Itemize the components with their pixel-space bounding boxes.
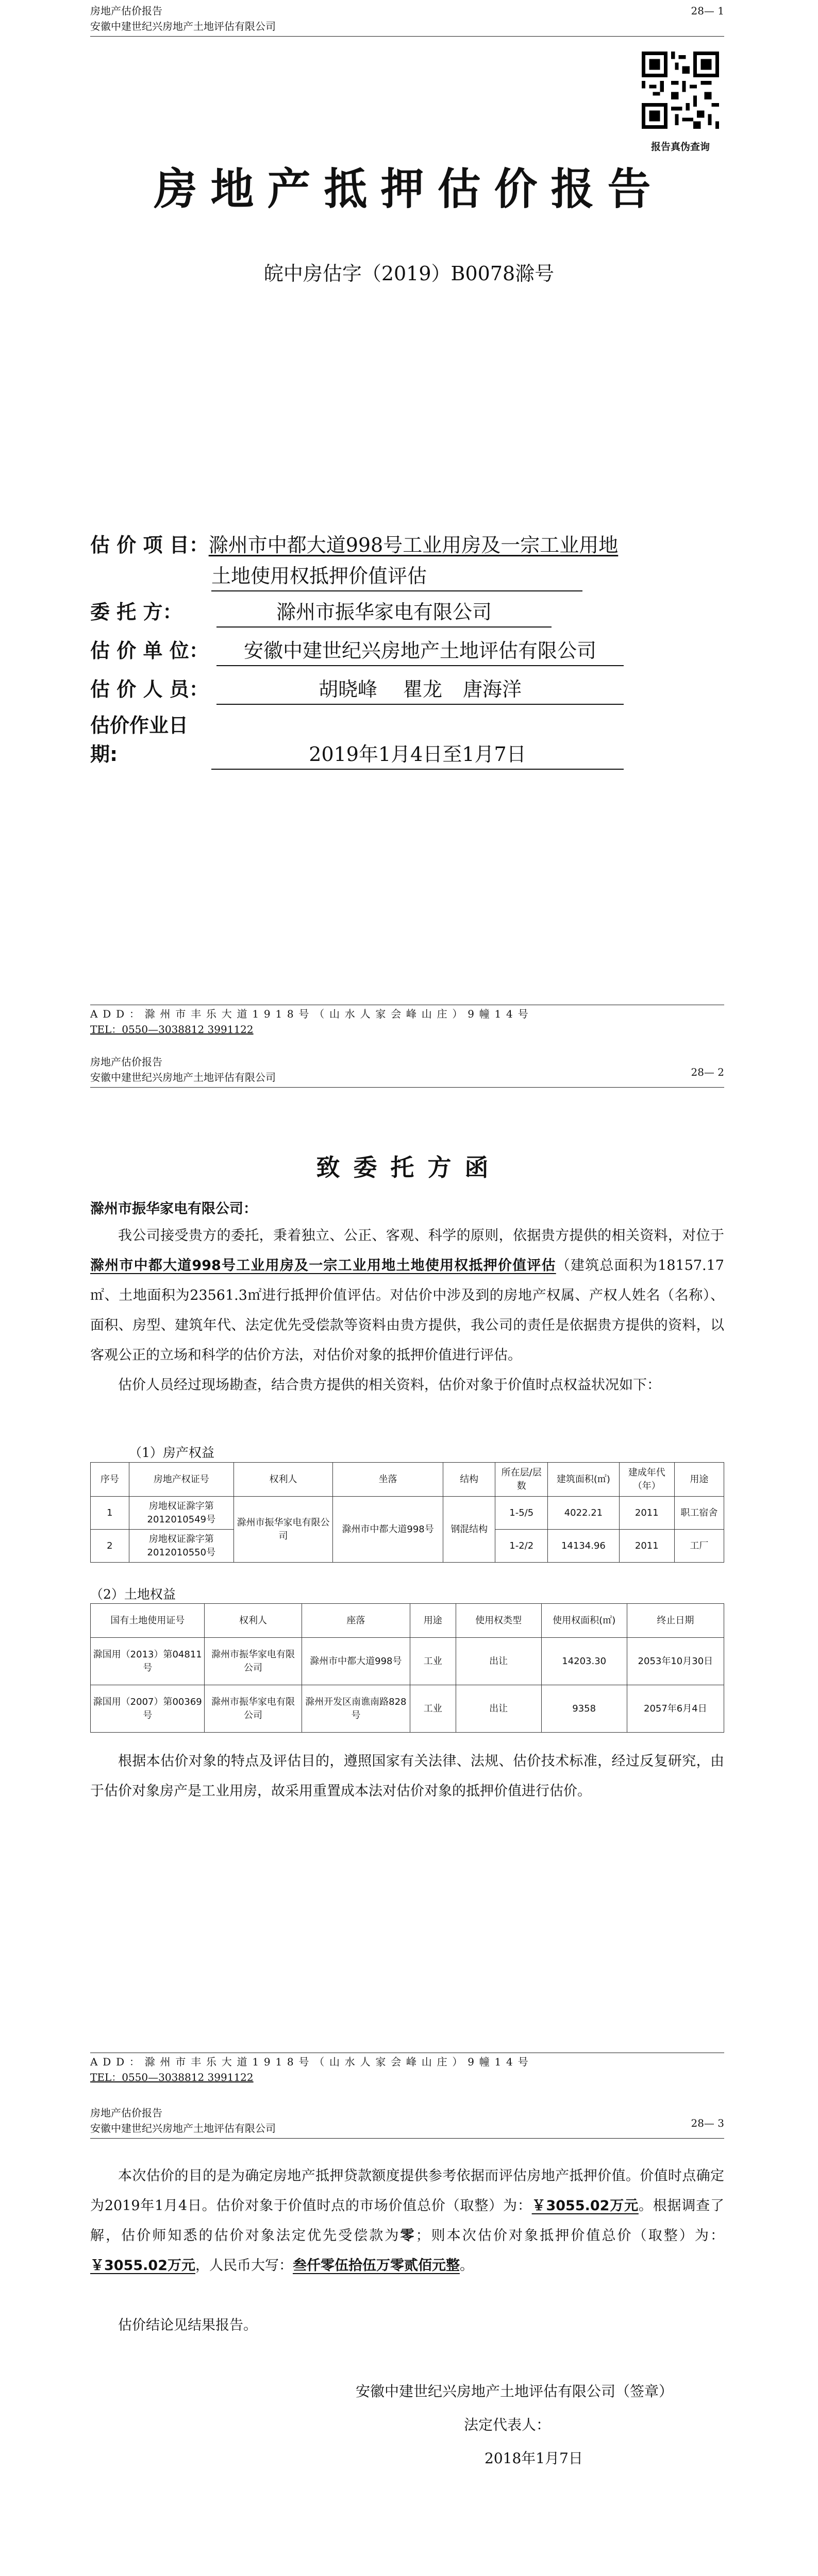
table-cell: 1-2/2 bbox=[495, 1530, 548, 1563]
report-title: 房地产抵押估价报告 bbox=[154, 164, 664, 214]
project-label: 估 价 项 目： bbox=[90, 534, 209, 556]
column-header: 使用权类型 bbox=[456, 1604, 541, 1638]
table-cell: 14203.30 bbox=[541, 1638, 627, 1685]
date-row bbox=[90, 711, 624, 770]
table-cell: 1 bbox=[91, 1497, 129, 1530]
table-cell: 2053年10月30日 bbox=[627, 1638, 724, 1685]
project-value-line1: 滁州市中都大道998号工业用房及一宗工业用地 bbox=[208, 534, 619, 556]
mortgage-value-uppercase: 叁仟零伍拾伍万零贰佰元整 bbox=[292, 2258, 460, 2274]
table-cell: 4022.21 bbox=[547, 1497, 619, 1530]
para1-text: 我公司接受贵方的委托，秉着独立、公正、客观、科学的原则，依据贵方提供的相关资料，对位于 bbox=[118, 1228, 724, 1244]
valuation-text: ；则本次估价对象抵押价值总价（取整）为： bbox=[415, 2228, 725, 2244]
date-label: 估价作业日期: bbox=[90, 714, 189, 766]
table-row bbox=[91, 1638, 724, 1685]
house-rights-table bbox=[90, 1462, 724, 1563]
letter-page bbox=[0, 1051, 818, 2081]
table-cell: 工业 bbox=[410, 1685, 456, 1733]
valuation-paragraph bbox=[90, 2161, 724, 2281]
footer-address: ADD：滁州市丰乐大道1918号（山水人家会峰山庄）9幢14号 bbox=[90, 2056, 533, 2068]
table-cell: 9358 bbox=[541, 1685, 627, 1733]
letter-conclusion-page bbox=[0, 2102, 818, 2576]
column-header: 建成年代（年） bbox=[619, 1463, 674, 1497]
page-number: 28— 1 bbox=[691, 5, 724, 17]
subject-property-text: 滁州市中都大道998号工业用房及一宗工业用地土地使用权抵押价值评估 bbox=[90, 1258, 556, 1274]
column-header: 用途 bbox=[410, 1604, 456, 1638]
document-number: 皖中房估字（2019）B0078滁号 bbox=[263, 262, 555, 285]
column-header: 国有土地使用证号 bbox=[91, 1604, 205, 1638]
table-cell: 职工宿舍 bbox=[674, 1497, 724, 1530]
staff-row bbox=[90, 675, 624, 705]
land-rights-table bbox=[90, 1603, 724, 1733]
legal-representative: 法定代表人： bbox=[464, 2416, 551, 2433]
valuation-text: 。根据调查了解，估价师知悉的估价对象法定优先受偿款为 bbox=[90, 2198, 725, 2244]
letter-paragraph-2: 估价人员经过现场勘查，结合贵方提供的相关资料，估价对象于价值时点权益状况如下： bbox=[118, 1377, 661, 1393]
table-cell: 1-5/5 bbox=[495, 1497, 548, 1530]
column-header: 序号 bbox=[91, 1463, 129, 1497]
page-number: 28— 3 bbox=[691, 2117, 724, 2129]
table-cell: 滁州市中都大道998号 bbox=[302, 1638, 410, 1685]
column-header: 使用权面积(㎡) bbox=[541, 1604, 627, 1638]
date-value: 2019年1月4日至1月7日 bbox=[211, 740, 624, 770]
column-header: 权利人 bbox=[233, 1463, 332, 1497]
table-cell: 钢混结构 bbox=[443, 1497, 495, 1563]
table-cell: 2 bbox=[91, 1530, 129, 1563]
project-row-2 bbox=[211, 562, 582, 591]
company-signature: 安徽中建世纪兴房地产土地评估有限公司（签章） bbox=[356, 2383, 674, 2400]
table-cell: 滁州开发区南谯南路828号 bbox=[302, 1685, 410, 1733]
letter-title: 致委托方函 bbox=[316, 1154, 502, 1181]
priority-claim-value: 零 bbox=[400, 2228, 416, 2244]
header-divider bbox=[90, 1087, 724, 1088]
report-cover-page bbox=[0, 0, 818, 1036]
header-line-2: 安徽中建世纪兴房地产土地评估有限公司 bbox=[90, 20, 276, 32]
column-header: 权利人 bbox=[205, 1604, 302, 1638]
header-line-2: 安徽中建世纪兴房地产土地评估有限公司 bbox=[90, 1071, 276, 1083]
table-row bbox=[91, 1497, 724, 1530]
footer-address: ADD：滁州市丰乐大道1918号（山水人家会峰山庄）9幢14号 bbox=[90, 1008, 533, 1020]
house-rights-heading: （1）房产权益 bbox=[129, 1445, 214, 1460]
table-cell: 房地权证滁字第2012010549号 bbox=[129, 1497, 233, 1530]
signature-date: 2018年1月7日 bbox=[485, 2450, 583, 2467]
table-cell: 出让 bbox=[456, 1638, 541, 1685]
valuation-text: 。 bbox=[459, 2258, 474, 2274]
staff-name: 瞿龙 bbox=[403, 678, 442, 701]
page-footer bbox=[90, 1006, 724, 1037]
table-cell: 房地权证滁字第2012010550号 bbox=[129, 1530, 233, 1563]
page-header bbox=[90, 3, 724, 34]
table-row bbox=[91, 1685, 724, 1733]
page-number: 28— 2 bbox=[691, 1066, 724, 1078]
client-row bbox=[90, 598, 552, 628]
column-header: 结构 bbox=[443, 1463, 495, 1497]
para1-text-cont: （建筑总面积为18157.17㎡、土地面积为23561.3㎡进行抵押价值评估。对估价中涉及到的房地产权属、产权人姓名（名称）、面积、房型、建筑年代、法定优先受偿款等资料由贵方提供，我公司的责任是依据贵方提供的资料，以客观公正的立场和科学的估价方法，对估价对象的抵押价值进行评估。 bbox=[90, 1258, 724, 1363]
land-rights-heading: （2）土地权益 bbox=[90, 1587, 176, 1602]
table-cell: 滁国用（2013）第04811号 bbox=[91, 1638, 205, 1685]
letter-paragraph-3: 根据本估价对象的特点及评估目的，遵照国家有关法律、法规、估价技术标准，经过反复研究，由于估价对象房产是工业用房，故采用重置成本法对估价对象的抵押价值进行估价。 bbox=[90, 1753, 724, 1799]
staff-name: 唐海洋 bbox=[463, 678, 522, 701]
staff-label: 估 价 人 员： bbox=[90, 678, 209, 701]
page-header bbox=[90, 1054, 724, 1085]
table-header-row bbox=[91, 1604, 724, 1638]
column-header: 建筑面积(㎡) bbox=[547, 1463, 619, 1497]
appraiser-row bbox=[90, 636, 624, 666]
staff-name: 胡晓峰 bbox=[318, 678, 377, 701]
table-cell: 2057年6月4日 bbox=[627, 1685, 724, 1733]
header-divider bbox=[90, 2138, 724, 2139]
table-cell: 2011 bbox=[619, 1530, 674, 1563]
header-line-1: 房地产估价报告 bbox=[90, 1056, 162, 1068]
appraiser-value: 安徽中建世纪兴房地产土地评估有限公司 bbox=[216, 636, 624, 666]
column-header: 坐落 bbox=[333, 1463, 443, 1497]
table-cell: 滁州市振华家电有限公司 bbox=[205, 1638, 302, 1685]
table-cell: 出让 bbox=[456, 1685, 541, 1733]
table-header-row bbox=[91, 1463, 724, 1497]
market-value: ￥3055.02万元 bbox=[531, 2198, 639, 2214]
header-divider bbox=[90, 36, 724, 37]
footer-tel: TEL：0550—3038812 3991122 bbox=[90, 1023, 254, 1036]
appraiser-label: 估 价 单 位： bbox=[90, 639, 209, 662]
table-cell: 14134.96 bbox=[547, 1530, 619, 1563]
client-value: 滁州市振华家电有限公司 bbox=[216, 598, 552, 628]
table-cell: 滁州市振华家电有限公司 bbox=[233, 1497, 332, 1563]
header-line-1: 房地产估价报告 bbox=[90, 5, 162, 17]
header-line-1: 房地产估价报告 bbox=[90, 2107, 162, 2119]
valuation-text: ，人民币大写： bbox=[195, 2258, 293, 2274]
column-header: 房地产权证号 bbox=[129, 1463, 233, 1497]
staff-value bbox=[216, 675, 624, 705]
project-row bbox=[90, 531, 618, 560]
column-header: 用途 bbox=[674, 1463, 724, 1497]
table-cell: 滁国用（2007）第00369号 bbox=[91, 1685, 205, 1733]
letter-paragraph-1 bbox=[90, 1221, 724, 1370]
table-cell: 滁州市中都大道998号 bbox=[333, 1497, 443, 1563]
table-cell: 2011 bbox=[619, 1497, 674, 1530]
conclusion-paragraph: 估价结论见结果报告。 bbox=[118, 2317, 257, 2333]
qr-code-icon bbox=[642, 52, 719, 129]
column-header: 终止日期 bbox=[627, 1604, 724, 1638]
page-header bbox=[90, 2105, 724, 2136]
project-value-line2: 土地使用权抵押价值评估 bbox=[211, 562, 582, 591]
footer-tel: TEL：0550—3038812 3991122 bbox=[90, 2071, 254, 2083]
letter-addressee: 滁州市振华家电有限公司： bbox=[90, 1201, 257, 1217]
valuation-text: 本次估价的目的是为确定房地产抵押贷款额度提供参考依据而评估房地产抵押价值。价值时点确定为2019年1月4日。估价对象于价值时点的市场价值总价（取整）为： bbox=[90, 2168, 724, 2214]
qr-caption: 报告真伪查询 bbox=[650, 141, 710, 152]
page-footer bbox=[90, 2054, 724, 2085]
table-cell: 滁州市振华家电有限公司 bbox=[205, 1685, 302, 1733]
header-line-2: 安徽中建世纪兴房地产土地评估有限公司 bbox=[90, 2122, 276, 2134]
mortgage-value: ￥3055.02万元 bbox=[90, 2258, 195, 2274]
table-cell: 工厂 bbox=[674, 1530, 724, 1563]
column-header: 所在层/层数 bbox=[495, 1463, 548, 1497]
client-label: 委 托 方： bbox=[90, 601, 182, 623]
table-cell: 工业 bbox=[410, 1638, 456, 1685]
column-header: 座落 bbox=[302, 1604, 410, 1638]
